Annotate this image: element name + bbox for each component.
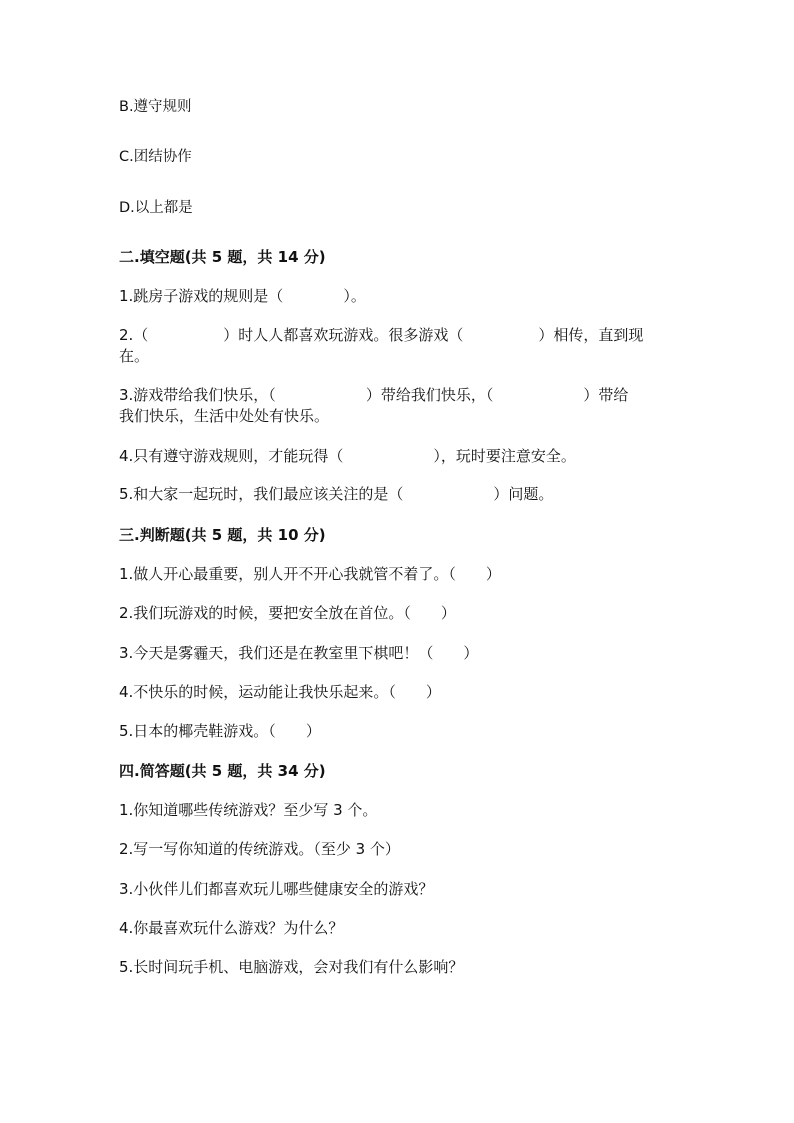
fill-question-2-line1: 2.（ ）时人人都喜欢玩游戏。很多游戏（ ）相传，直到现 (119, 326, 644, 344)
fill-question-3-line1: 3.游戏带给我们快乐，（ ）带给我们快乐，（ ）带给 (119, 386, 629, 404)
short-question-4: 4.你最喜欢玩什么游戏？为什么？ (119, 919, 344, 937)
judge-question-1: 1.做人开心最重要，别人开不开心我就管不着了。（ ） (119, 565, 501, 583)
fill-question-1: 1.跳房子游戏的规则是（ ）。 (119, 287, 366, 305)
option-d: D.以上都是 (119, 200, 193, 216)
judge-question-5: 5.日本的椰壳鞋游戏。（ ） (119, 722, 321, 740)
fill-question-2-line2: 在。 (119, 347, 150, 365)
short-question-1: 1.你知道哪些传统游戏？至少写 3 个。 (119, 801, 378, 819)
judge-question-3: 3.今天是雾霾天，我们还是在教室里下棋吧！（ ） (119, 644, 479, 662)
section-heading-short: 四.简答题(共 5 题，共 34 分) (119, 762, 326, 780)
option-b: B.遵守规则 (119, 99, 192, 115)
section-heading-fill: 二.填空题(共 5 题，共 14 分) (119, 248, 326, 266)
judge-question-4: 4.不快乐的时候，运动能让我快乐起来。（ ） (119, 683, 441, 701)
short-question-5: 5.长时间玩手机、电脑游戏，会对我们有什么影响？ (119, 958, 464, 976)
option-c: C.团结协作 (119, 149, 192, 165)
fill-question-5: 5.和大家一起玩时，我们最应该关注的是（ ）问题。 (119, 485, 554, 503)
section-heading-judge: 三.判断题(共 5 题，共 10 分) (119, 526, 326, 544)
fill-question-4: 4.只有遵守游戏规则，才能玩得（ ），玩时要注意安全。 (119, 447, 576, 465)
short-question-3: 3.小伙伴儿们都喜欢玩儿哪些健康安全的游戏？ (119, 880, 434, 898)
fill-question-3-line2: 我们快乐，生活中处处有快乐。 (119, 407, 330, 425)
judge-question-2: 2.我们玩游戏的时候，要把安全放在首位。（ ） (119, 604, 456, 622)
short-question-2: 2.写一写你知道的传统游戏。（至少 3 个） (119, 840, 400, 858)
